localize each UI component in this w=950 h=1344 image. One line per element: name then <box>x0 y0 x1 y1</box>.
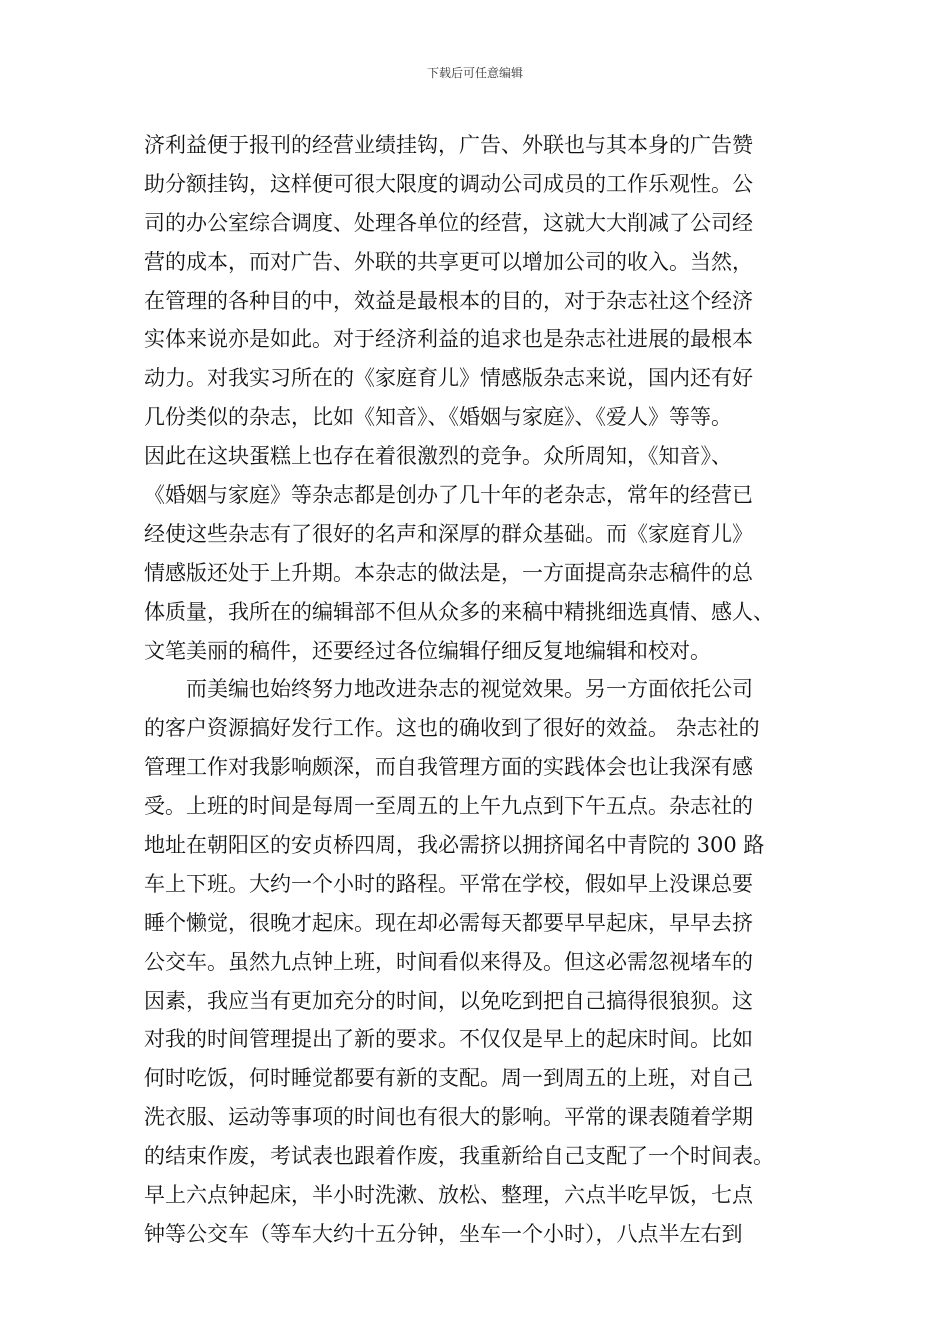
text-line: 管理工作对我影响颇深，而自我管理方面的实践体会也让我深有感 <box>144 755 753 780</box>
text-line: 助分额挂钩，这样便可很大限度的调动公司成员的工作乐观性。公 <box>144 171 753 196</box>
text-line: 洗衣服、运动等事项的时间也有很大的影响。平常的课表随着学期 <box>144 1105 753 1130</box>
text-line: 因此在这块蛋糕上也存在着很激烈的竞争。众所周知，《知音》、 <box>144 444 732 469</box>
text-line: 的结束作废，考试表也跟着作废，我重新给自己支配了一个时间表。 <box>144 1144 774 1169</box>
text-line: 受。上班的时间是每周一至周五的上午九点到下午五点。杂志社的 <box>144 794 753 819</box>
text-line: 济利益便于报刊的经营业绩挂钩，广告、外联也与其本身的广告赞 <box>144 133 753 157</box>
text-line: 体质量，我所在的编辑部不但从众多的来稿中精挑细选真情、感人、 <box>144 599 774 624</box>
body-text <box>144 126 824 1254</box>
text-line: 经使这些杂志有了很好的名声和深厚的群众基础。而《家庭育儿》 <box>144 521 753 546</box>
text-line: 公交车。虽然九点钟上班，时间看似来得及。但这必需忽视堵车的 <box>144 949 753 974</box>
text-line: 《婚姻与家庭》等杂志都是创办了几十年的老杂志，常年的经营已 <box>144 483 753 508</box>
text-line: 钟等公交车（等车大约十五分钟，坐车一个小时），八点半左右到 <box>144 1221 743 1246</box>
text-line: 因素，我应当有更加充分的时间，以免吃到把自己搞得很狼狈。这 <box>144 988 753 1013</box>
text-line: 文笔美丽的稿件，还要经过各位编辑仔细反复地编辑和校对。 <box>144 638 711 663</box>
text-line: 在管理的各种目的中，效益是最根本的目的，对于杂志社这个经济 <box>144 288 753 313</box>
text-line: 车上下班。大约一个小时的路程。平常在学校，假如早上没课总要 <box>144 871 753 896</box>
text-line: 而美编也始终努力地改进杂志的视觉效果。另一方面依托公司 <box>144 677 753 702</box>
page-header: 下载后可任意编辑 <box>426 66 523 80</box>
text-line: 实体来说亦是如此。对于经济利益的追求也是杂志社进展的最根本 <box>144 327 753 352</box>
text-line: 的客户资源搞好发行工作。这也的确收到了很好的效益。 杂志社的 <box>144 716 760 741</box>
text-line: 情感版还处于上升期。本杂志的做法是，一方面提高杂志稿件的总 <box>144 560 753 585</box>
text-line: 何时吃饭，何时睡觉都要有新的支配。周一到周五的上班，对自己 <box>144 1066 753 1091</box>
text-line: 早上六点钟起床，半小时洗漱、放松、整理，六点半吃早饭，七点 <box>144 1183 753 1208</box>
text-line: 司的办公室综合调度、处理各单位的经营，这就大大削减了公司经 <box>144 210 753 235</box>
text-line: 地址在朝阳区的安贞桥四周，我必需挤以拥挤闻名中青院的 300 路 <box>144 833 765 858</box>
text-line: 动力。对我实习所在的《家庭育儿》情感版杂志来说，国内还有好 <box>144 366 753 391</box>
text-line: 对我的时间管理提出了新的要求。不仅仅是早上的起床时间。比如 <box>144 1027 753 1052</box>
text-line: 睡个懒觉，很晚才起床。现在却必需每天都要早早起床，早早去挤 <box>144 910 753 935</box>
text-line: 营的成本，而对广告、外联的共享更可以增加公司的收入。当然， <box>144 249 753 274</box>
text-line: 几份类似的杂志，比如《知音》、《婚姻与家庭》、《爱人》等等。 <box>144 405 732 430</box>
